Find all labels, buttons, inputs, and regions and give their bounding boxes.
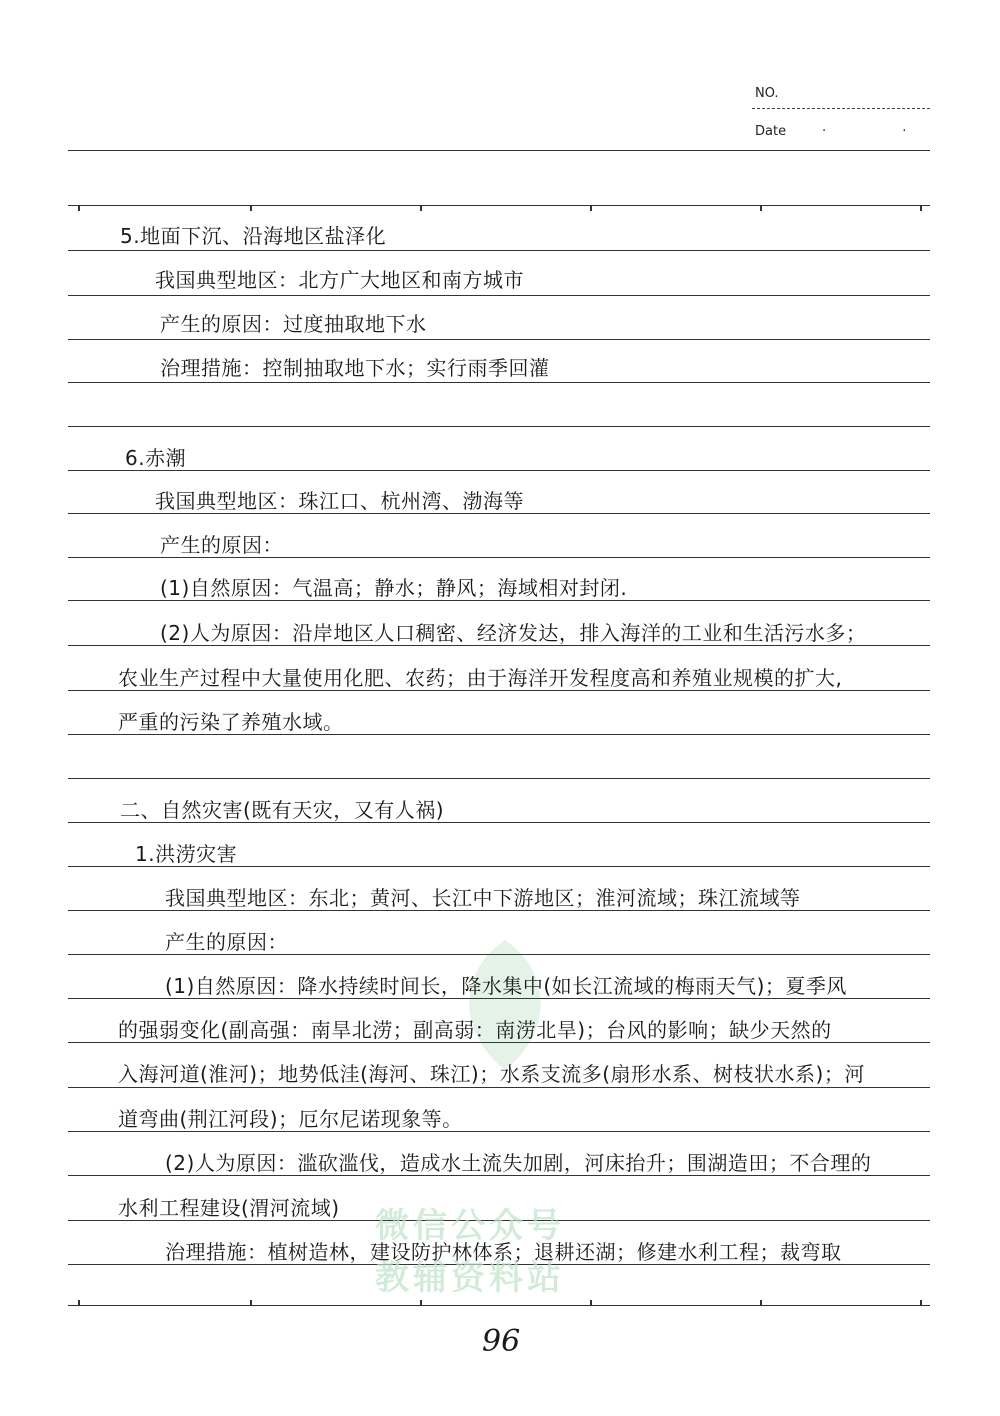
date-separator-dots: · · (822, 124, 943, 139)
text-line: 我国典型地区：珠江口、杭州湾、渤海等 (155, 489, 524, 513)
text-line: 农业生产过程中大量使用化肥、农药；由于海洋开发程度高和养殖业规模的扩大, (118, 666, 843, 690)
text-line: 我国典型地区：北方广大地区和南方城市 (155, 268, 524, 292)
text-line: 产生的原因： (165, 930, 288, 954)
section-6-heading: 6.赤潮 (125, 446, 187, 470)
text-line: 入海河道(淮河)；地势低洼(海河、珠江)；水系支流多(扇形水系、树枝状水系)；河 (118, 1062, 865, 1086)
tick-mark (250, 205, 252, 211)
text-line: 治理措施：植树造林，建设防护林体系；退耕还湖；修建水利工程；裁弯取 (165, 1240, 842, 1264)
text-line: 道弯曲(荆江河段)；厄尔尼诺现象等。 (118, 1107, 463, 1131)
ruled-line (68, 426, 930, 427)
text-line: 产生的原因：过度抽取地下水 (160, 312, 427, 336)
no-label: NO. (755, 86, 779, 101)
tick-mark (920, 1300, 922, 1306)
subsection-1-heading: 1.洪涝灾害 (135, 842, 238, 866)
text-line: (1)自然原因：气温高；静水；静风；海域相对封闭. (160, 576, 628, 600)
text-line: 治理措施：控制抽取地下水；实行雨季回灌 (160, 356, 550, 380)
text-line: 我国典型地区：东北；黄河、长江中下游地区；淮河流域；珠江流域等 (165, 886, 801, 910)
tick-mark (590, 205, 592, 211)
tick-mark (760, 205, 762, 211)
tick-mark (78, 1300, 80, 1306)
text-line: 产生的原因： (160, 533, 283, 557)
tick-mark (420, 205, 422, 211)
text-line: 严重的污染了养殖水域。 (118, 710, 344, 734)
ruled-line (68, 470, 930, 471)
date-label: Date (755, 124, 787, 139)
tick-mark (420, 1300, 422, 1306)
watermark-line-1: 微信公众号 (375, 1206, 565, 1246)
tick-mark (590, 1300, 592, 1306)
bottom-tick-rule (68, 1305, 930, 1306)
header-rule (68, 150, 930, 151)
tick-mark (760, 1300, 762, 1306)
tick-mark (920, 205, 922, 211)
text-line: (2)人为原因：沿岸地区人口稠密、经济发达，排入海洋的工业和生活污水多； (160, 621, 867, 645)
top-tick-rule (68, 205, 930, 206)
header-dashed-divider (752, 108, 930, 109)
section-5-heading: 5.地面下沉、沿海地区盐泽化 (120, 224, 387, 248)
text-line: 的强弱变化(副高强：南旱北涝；副高弱：南涝北旱)；台风的影响；缺少天然的 (118, 1018, 832, 1042)
ruled-line (68, 778, 930, 779)
tick-mark (78, 205, 80, 211)
text-line: (1)自然原因：降水持续时间长，降水集中(如长江流域的梅雨天气)；夏季风 (165, 974, 847, 998)
section-2-heading: 二、自然灾害(既有天灾，又有人祸) (120, 798, 445, 822)
watermark-line-2: 教辅资料站 (375, 1258, 565, 1298)
tick-mark (250, 1300, 252, 1306)
page-number: 96 (482, 1324, 521, 1359)
text-line: (2)人为原因：滥砍滥伐，造成水土流失加剧，河床抬升；围湖造田；不合理的 (165, 1151, 872, 1175)
text-line: 水利工程建设(渭河流域) (118, 1196, 340, 1220)
